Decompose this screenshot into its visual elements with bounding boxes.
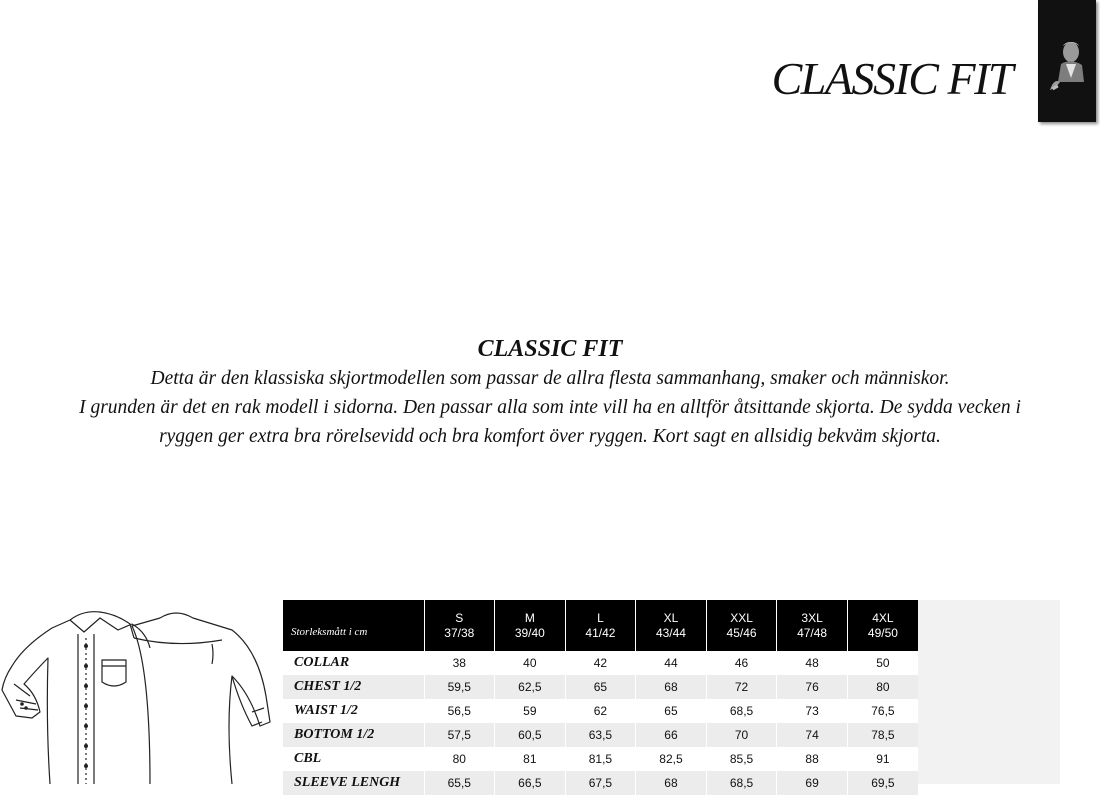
collar-range: 45/46 [726, 625, 757, 640]
table-cell: 66 [636, 723, 707, 747]
intro-section [0, 334, 1100, 451]
table-cell: 81,5 [565, 747, 636, 771]
size-header-row [283, 600, 918, 651]
table-cell: 88 [777, 747, 848, 771]
size-col-xxl [706, 600, 777, 651]
table-cell: 62 [565, 699, 636, 723]
measure-label: CHEST 1/2 [283, 675, 424, 699]
intro-line: I grunden är det en rak modell i sidorna. Den passar alla som inte vill ha en alltför åtsittande skjorta. De sydda vecken i [79, 397, 1021, 418]
table-cell: 81 [495, 747, 566, 771]
table-cell: 68 [636, 771, 707, 795]
table-cell: 59 [495, 699, 566, 723]
table-cell: 62,5 [495, 675, 566, 699]
collar-range: 37/38 [444, 625, 475, 640]
table-cell: 59,5 [424, 675, 495, 699]
table-cell: 80 [424, 747, 495, 771]
table-cell: 76,5 [847, 699, 918, 723]
intro-title: CLASSIC FIT [477, 336, 623, 362]
measure-label: WAIST 1/2 [294, 703, 358, 718]
measure-label: CBL [294, 751, 322, 766]
measure-label: SLEEVE LENGH [283, 771, 424, 795]
size-col-xl [636, 600, 707, 651]
table-cell: 38 [424, 651, 495, 675]
table-row-chest [283, 675, 918, 699]
portrait-logo-icon [1044, 38, 1090, 98]
table-cell: 40 [495, 651, 566, 675]
collar-range: 47/48 [797, 625, 828, 640]
table-cell: 63,5 [565, 723, 636, 747]
table-side-panel [918, 600, 1060, 784]
intro-line: ryggen ger extra bra rörelsevidd och bra komfort över ryggen. Kort sagt en allsidig bekväm skjorta. [159, 426, 941, 447]
table-cell: 67,5 [565, 771, 636, 795]
size-col-l [565, 600, 636, 651]
table-cell: 65 [636, 699, 707, 723]
table-row-bottom [283, 723, 918, 747]
table-row-cbl [283, 747, 918, 771]
table-cell: 68,5 [706, 699, 777, 723]
size-label: 3XL [801, 610, 823, 625]
table-cell: 80 [847, 675, 918, 699]
size-col-s [424, 600, 495, 651]
table-cell: 60,5 [495, 723, 566, 747]
table-row-collar [283, 651, 918, 675]
page-title: CLASSIC FIT [771, 53, 1012, 104]
collar-range: 39/40 [514, 625, 545, 640]
collar-range: 43/44 [655, 625, 686, 640]
intro-line: Detta är den klassiska skjortmodellen som passar de allra flesta sammanhang, smaker och människor. [150, 368, 950, 389]
table-cell: 66,5 [495, 771, 566, 795]
table-cell: 69 [777, 771, 848, 795]
table-cell: 42 [565, 651, 636, 675]
table-cell: 46 [706, 651, 777, 675]
table-cell: 56,5 [424, 699, 495, 723]
size-chart-table [283, 600, 918, 795]
size-col-3xl [777, 600, 848, 651]
table-row-sleeve [283, 771, 918, 795]
shirt-front-back-icon [0, 604, 275, 784]
table-row-waist [283, 699, 918, 723]
size-col-m [495, 600, 566, 651]
intro-description [0, 364, 1100, 451]
table-cell: 91 [847, 747, 918, 771]
brand-logo-tab [1038, 0, 1096, 122]
measure-label: COLLAR [294, 655, 350, 670]
table-cell: 76 [777, 675, 848, 699]
table-cell: 85,5 [706, 747, 777, 771]
table-cell: 82,5 [636, 747, 707, 771]
table-cell: 69,5 [847, 771, 918, 795]
measure-label: BOTTOM 1/2 [283, 723, 424, 747]
table-cell: 65 [565, 675, 636, 699]
collar-range: 41/42 [585, 625, 616, 640]
size-label: XXL [730, 610, 753, 625]
size-label: L [597, 610, 604, 625]
table-cell: 44 [636, 651, 707, 675]
table-cell: 48 [777, 651, 848, 675]
table-cell: 74 [777, 723, 848, 747]
size-label: 4XL [872, 610, 894, 625]
table-cell: 50 [847, 651, 918, 675]
table-cell: 70 [706, 723, 777, 747]
table-cell: 65,5 [424, 771, 495, 795]
size-label: M [524, 610, 535, 625]
table-corner-label: Storleksmått i cm [283, 600, 424, 651]
table-cell: 72 [706, 675, 777, 699]
size-label: S [455, 610, 464, 625]
table-cell: 73 [777, 699, 848, 723]
collar-range: 49/50 [867, 625, 898, 640]
size-col-4xl [847, 600, 918, 651]
table-cell: 68 [636, 675, 707, 699]
table-cell: 68,5 [706, 771, 777, 795]
table-cell: 57,5 [424, 723, 495, 747]
size-label: XL [663, 610, 679, 625]
table-cell: 78,5 [847, 723, 918, 747]
